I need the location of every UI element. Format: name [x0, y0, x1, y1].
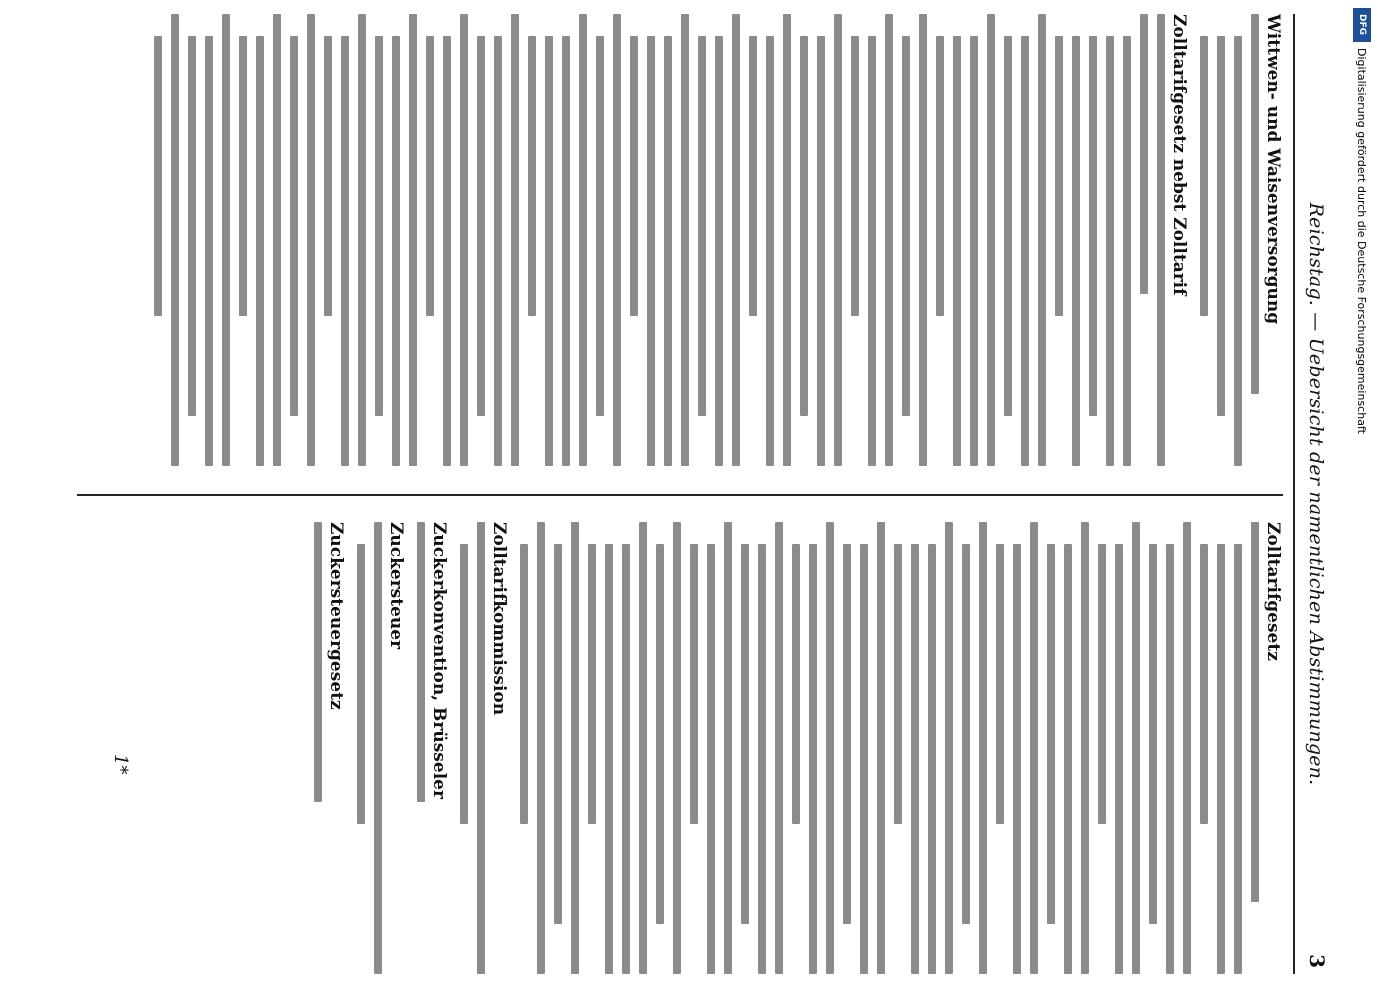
index-entry [417, 522, 449, 974]
document-page [51, 14, 1341, 974]
signature-mark: 1* [110, 754, 131, 775]
column-divider [77, 494, 1283, 496]
index-entry [1200, 14, 1283, 466]
running-head-title: Reichstag. — Uebersicht der namentlichen Abstimmungen. [1305, 202, 1327, 786]
headword: Wittwen- und Waisenversorgung [1263, 14, 1283, 325]
right-column [77, 522, 1283, 974]
headword: Zuckersteuer [386, 522, 406, 650]
headword: Zolltarifkommission [489, 522, 509, 716]
left-column [77, 14, 1283, 466]
credit-text: Digitalisierung gefördert durch die Deutsche Forschungsgemeinschaft [1355, 48, 1368, 434]
dfg-logo: DFG [1353, 8, 1371, 42]
headword: Zolltarifgesetz [1263, 522, 1283, 661]
index-entry [357, 522, 406, 974]
index-entry [154, 14, 1189, 466]
running-head [1293, 14, 1341, 974]
headword: Zolltarifgesetz nebst Zolltarif [1169, 14, 1189, 296]
index-entry [460, 522, 509, 974]
digitization-credit [1353, 8, 1375, 992]
index-entry [520, 522, 1283, 974]
headword: Zuckersteuergesetz [326, 522, 346, 710]
index-entry [314, 522, 346, 974]
headword: Zuckerkonvention, Brüsseler [429, 522, 449, 799]
page-number: 3 [1305, 954, 1329, 968]
